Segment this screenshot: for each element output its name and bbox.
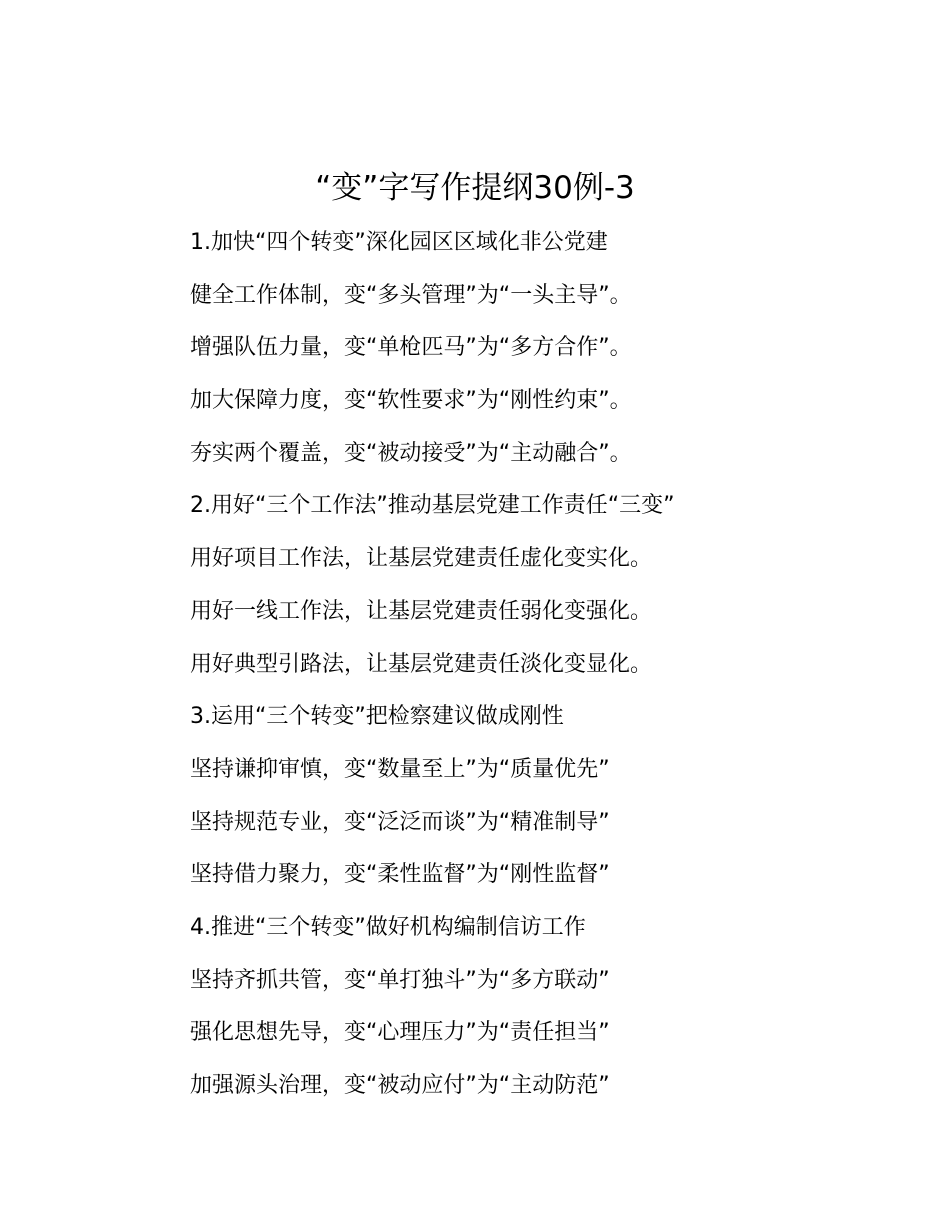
section-heading: 3.运用“三个转变”把检察建议做成刚性	[190, 704, 564, 730]
outline-item: 用好典型引路法，让基层党建责任淡化变显化。	[190, 651, 653, 677]
outline-item: 用好项目工作法，让基层党建责任虚化变实化。	[190, 546, 653, 572]
outline-item: 加大保障力度，变“软性要求”为“刚性约束”。	[190, 388, 632, 414]
section-heading: 1.加快“四个转变”深化园区区域化非公党建	[190, 230, 608, 255]
outline-list	[190, 225, 910, 1121]
outline-item: 坚持借力聚力，变“柔性监督”为“刚性监督”	[190, 862, 610, 888]
outline-item: 健全工作体制，变“多头管理”为“一头主导”。	[190, 282, 632, 308]
outline-item: 增强队伍力量，变“单枪匹马”为“多方合作”。	[190, 335, 632, 361]
outline-item: 夯实两个覆盖，变“被动接受”为“主动融合”。	[190, 440, 632, 466]
outline-item: 坚持谦抑审慎，变“数量至上”为“质量优先”	[190, 756, 610, 782]
document-title: “变”字写作提纲30例-3	[315, 170, 635, 206]
section-heading: 2.用好“三个工作法”推动基层党建工作责任“三变”	[190, 493, 675, 519]
outline-item: 强化思想先导，变“心理压力”为“责任担当”	[190, 1020, 610, 1046]
outline-item: 坚持规范专业，变“泛泛而谈”为“精准制导”	[190, 809, 610, 835]
outline-item: 用好一线工作法，让基层党建责任弱化变强化。	[190, 598, 653, 624]
outline-item: 加强源头治理，变“被动应付”为“主动防范”	[190, 1073, 610, 1098]
outline-item: 坚持齐抓共管，变“单打独斗”为“多方联动”	[190, 967, 610, 993]
section-heading: 4.推进“三个转变”做好机构编制信访工作	[190, 914, 586, 940]
